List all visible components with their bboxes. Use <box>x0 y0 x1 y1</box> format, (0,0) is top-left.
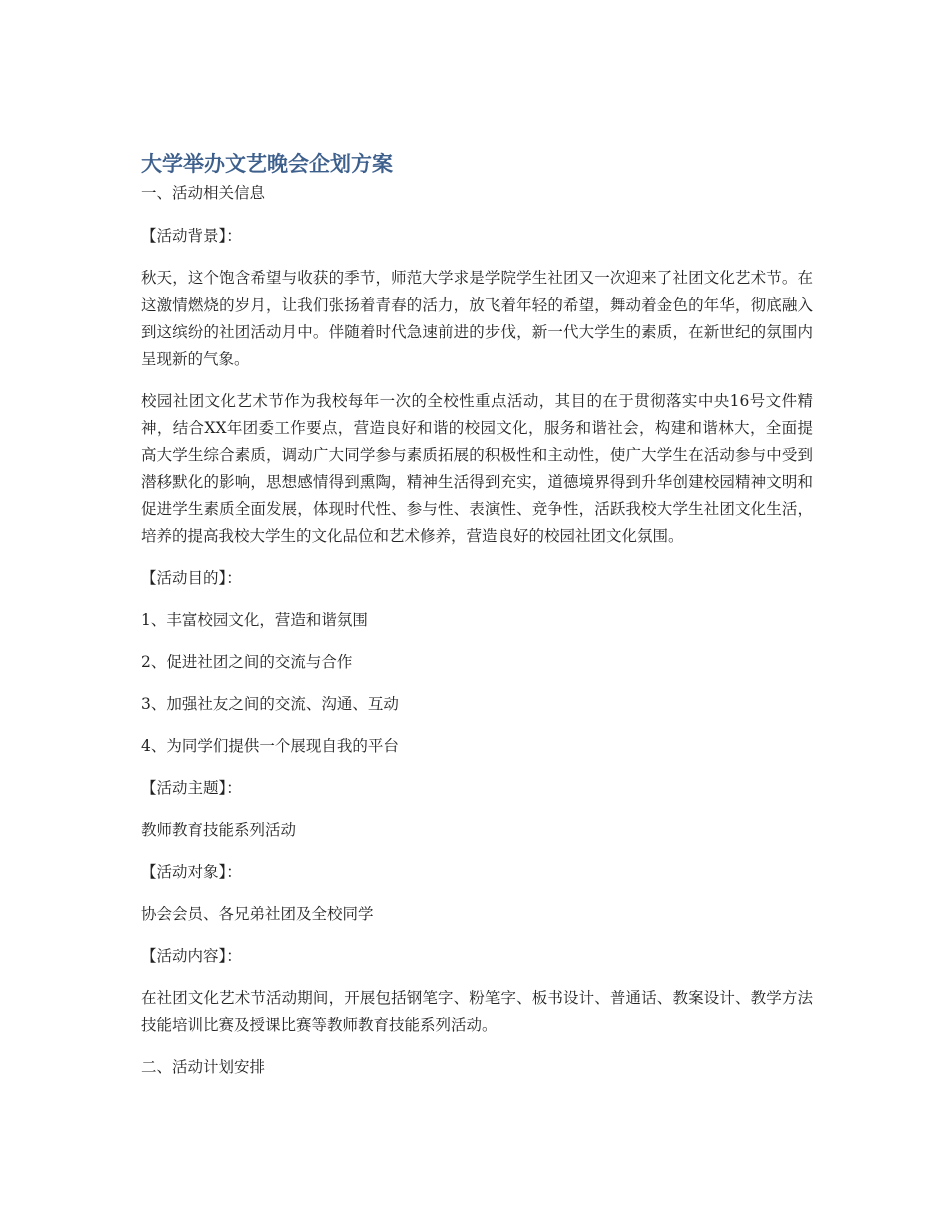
audience-text: 协会会员、各兄弟社团及全校同学 <box>141 905 374 923</box>
background-paragraph-2: 校园社团文化艺术节作为我校每年一次的全校性重点活动，其目的在于贯彻落实中央16号文件精神，结合XX年团委工作要点，营造良好和谐的校园文化，服务和谐社会，构建和谐林大，全面提高大学生综合素质，调动广大同学参与素质拓展的积极性和主动性，使广大学生在活动参与中受到潜移默化的影响，思想感情得到熏陶，精神生活得到充实，道德境界得到升华创建校园精神文明和促进学生素质全面发展，体现时代性、参与性、表演性、竞争性，活跃我校大学生社团文化生活，培养的提高我校大学生的文化品位和艺术修养，营造良好的校园社团文化氛围。 <box>141 392 813 545</box>
background-paragraph-1: 秋天，这个饱含希望与收获的季节，师范大学求是学院学生社团又一次迎来了社团文化艺术节。在这激情燃烧的岁月，让我们张扬着青春的活力，放飞着年轻的希望，舞动着金色的年华，彻底融入到这缤纷的社团活动月中。伴随着时代急速前进的步伐，新一代大学生的素质，在新世纪的氛围内呈现新的气象。 <box>141 269 813 368</box>
content-text: 在社团文化艺术节活动期间，开展包括钢笔字、粉笔字、板书设计、普通话、教案设计、教学方法技能培训比赛及授课比赛等教师教育技能系列活动。 <box>141 989 813 1034</box>
purpose-item: 4、为同学们提供一个展现自我的平台 <box>141 737 399 755</box>
background-label: 【活动背景】： <box>141 227 242 245</box>
audience-label: 【活动对象】： <box>141 863 242 881</box>
purpose-label: 【活动目的】： <box>141 569 242 587</box>
document-page <box>141 148 813 1096</box>
content-label: 【活动内容】： <box>141 947 242 965</box>
section-heading-1: 一、活动相关信息 <box>141 184 266 202</box>
theme-label: 【活动主题】： <box>141 779 242 797</box>
section-heading-2: 二、活动计划安排 <box>141 1058 266 1076</box>
purpose-item: 3、加强社友之间的交流、沟通、互动 <box>141 695 399 713</box>
theme-text: 教师教育技能系列活动 <box>141 821 297 839</box>
purpose-item: 2、促进社团之间的交流与合作 <box>141 653 353 671</box>
document-title: 大学举办文艺晚会企划方案 <box>141 152 393 176</box>
purpose-item: 1、丰富校园文化，营造和谐氛围 <box>141 611 368 629</box>
